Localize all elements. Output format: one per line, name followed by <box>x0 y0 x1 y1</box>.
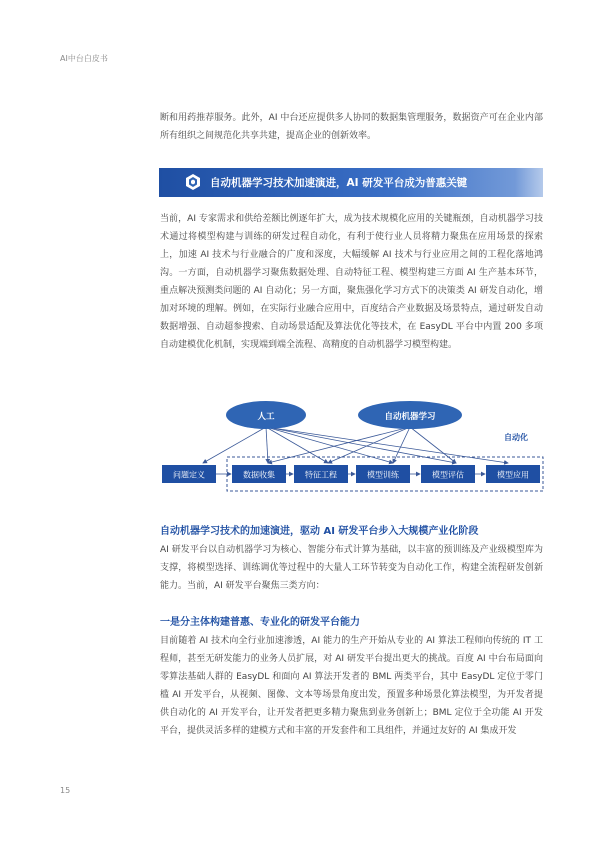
step-label: 模型训练 <box>367 470 399 480</box>
automation-label: 自动化 <box>504 433 528 442</box>
automl-paragraph: 当前，AI 专家需求和供给差额比例逐年扩大，成为技术规模化应用的关键瓶颈，自动机器学习技术通过将模型构建与训练的研发过程自动化，有利于使行业人员将精力聚焦在应用场景的探索上，加速 AI 技术与行业融合的广度和深度，大幅缓解 AI 技术与行业应用之间的工程化落地鸿沟。一方面，自动机器学习聚焦数据处理、自动特征工程、模型构建三方面 AI 生产基本环节，重点解决预测类问题的 AI 自动化；另一方面，聚焦强化学习方式下的决策类 AI 研发自动化，增加对环境的理解。例如，在实际行业融合应用中，百度结合产业数据及场景特点，通过研发自动数据增强、自动超参搜索、自动场景适配及算法优化等技术，在 EasyDL 平台中内置 200 多项自动建模优化机制，实现端到端全流程、高精度的自动机器学习模型构建。 <box>160 214 543 350</box>
platform-paragraph: AI 研发平台以自动机器学习为核心、智能分布式计算为基础，以丰富的预训练及产业级模型库为支撑，将模型选择、训练调优等过程中的大量人工环节转变为自动化工作，构建全流程研发创新能力。当前，AI 研发平台聚焦三类方向： <box>160 545 543 591</box>
step-label: 数据收集 <box>243 470 275 480</box>
page-number: 15 <box>60 786 71 795</box>
automl-label: 自动机器学习 <box>384 412 436 422</box>
section-title: 自动机器学习技术加速演进，AI 研发平台成为普惠关键 <box>210 177 468 189</box>
automl-flow-diagram <box>158 395 548 500</box>
step-label: 问题定义 <box>173 470 205 480</box>
section-banner <box>159 168 543 197</box>
human-label: 人工 <box>257 412 275 422</box>
intro-paragraph: 断和用药推荐服务。此外，AI 中台还应提供多人协同的数据集管理服务，数据资产可在企业内部所有组织之间规范化共享共建，提高企业的创新效率。 <box>160 113 543 141</box>
banner-accent <box>515 168 545 197</box>
first-direction-paragraph: 目前随着 AI 技术向全行业加速渗透，AI 能力的生产开始从专业的 AI 算法工程师向传统的 IT 工程师，甚至无研发能力的业务人员扩展，对 AI 研发平台提出更大的挑战。百度 AI 中台布局面向零算法基础人群的 EasyDL 和面向 AI 算法开发者的 BML 两类平台，其中 EasyDL 定位于零门槛 AI 开发平台，从视频、图像、文本等场景角度出发，预置多种场景化算法模型，为开发者提供自动化的 AI 开发平台，让开发者把更多精力聚焦到业务创新上；BML 定位于全功能 AI 开发平台，提供灵活多样的建模方式和丰富的开发套件和工具组件，并通过友好的 AI 集成开发 <box>160 636 543 736</box>
subheading-platform-stage: 自动机器学习技术的加速演进，驱动 AI 研发平台步入大规模产业化阶段 <box>160 526 479 537</box>
hexagon-logo-icon <box>184 173 202 191</box>
subheading-first-direction: 一是分主体构建普惠、专业化的研发平台能力 <box>160 617 360 628</box>
step-label: 模型应用 <box>497 470 529 480</box>
step-label: 特征工程 <box>305 470 337 480</box>
document-header: AI中台白皮书 <box>60 54 108 63</box>
step-label: 模型评估 <box>432 470 464 480</box>
